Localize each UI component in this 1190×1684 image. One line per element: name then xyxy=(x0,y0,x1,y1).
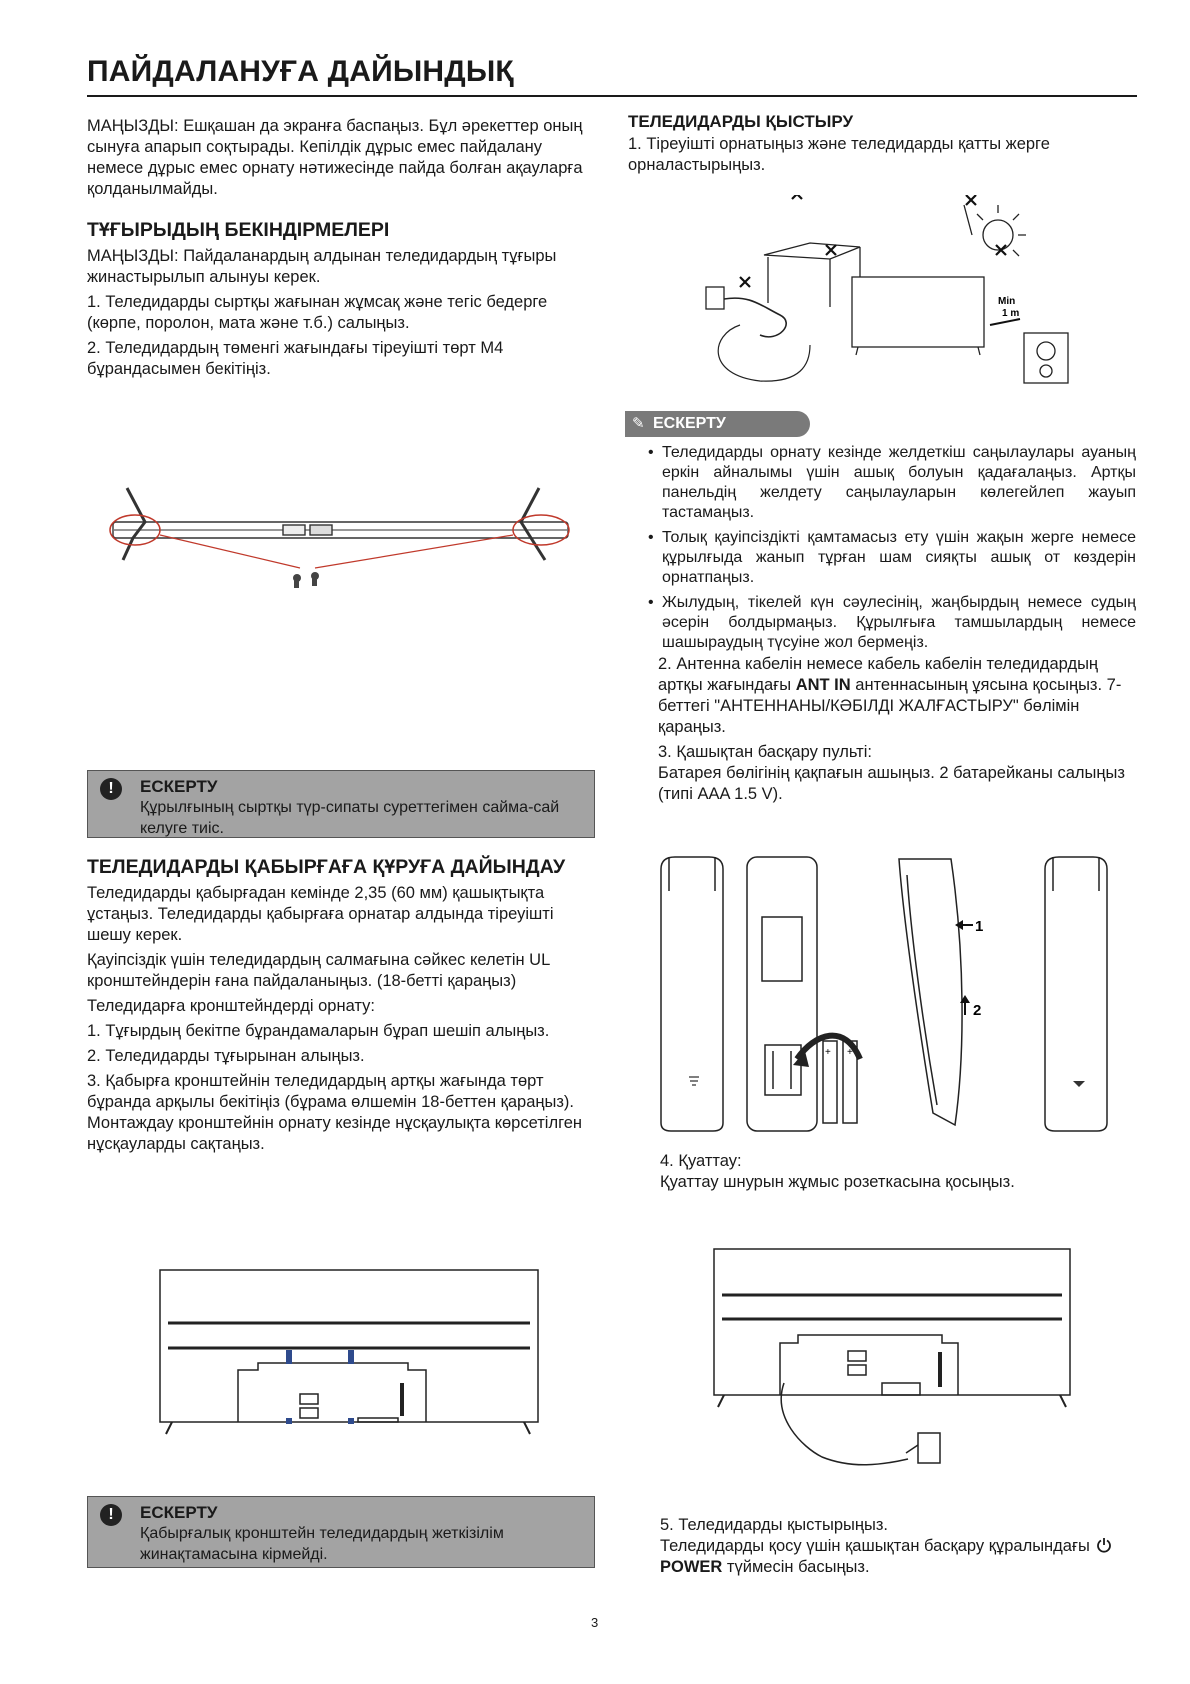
steps-antenna-remote xyxy=(658,654,1138,809)
step-4-heading: 4. Қуаттау: xyxy=(660,1152,742,1170)
step-3-text: Батарея бөлігінің қақпағын ашыңыз. 2 батарейканы салыңыз (типі AAA 1.5 V). xyxy=(658,764,1125,803)
wall-step-1: 1. Тұғырдың бекітпе бұрандамаларын бұрап шешіп алыңыз. xyxy=(87,1022,550,1040)
step-4-power xyxy=(660,1151,1130,1197)
step-3-heading: 3. Қашықтан басқару пульті: xyxy=(658,743,872,761)
stand-step-2: 2. Теледидардың төменгі жағындағы тіреуішті төрт M4 бұрандасымен бекітіңіз. xyxy=(87,339,504,378)
step-5-text: Теледидарды қосу үшін қашықтан басқару құралындағы POWER түймесін басыңыз. xyxy=(660,1536,1130,1578)
exclamation-icon: ! xyxy=(100,778,122,800)
note-bullet-open-flame: • Толық қауіпсіздікті қамтамасыз ету үшін жақын жерге немесе құрылғыда жанып тұрған шам сияқты ашық от көздерін орнатпаңыз. xyxy=(648,528,1136,588)
power-icon xyxy=(1096,1537,1112,1553)
connect-section xyxy=(628,111,1133,180)
intro-important: МАҢЫЗДЫ: Ешқашан да экранға баспаңыз. Бұл әрекеттер оның сынуға апарып соқтырады. Кепілдік дұрыс емес пайдалану немесе дұрыс емес орнату нәтижесінде пайда болған ақауларға қолданылмайды. xyxy=(87,117,583,198)
remote-cover-right xyxy=(1045,857,1107,1131)
title-rule xyxy=(87,95,1137,97)
distance-arrow xyxy=(990,319,1020,325)
note-pill xyxy=(625,411,810,437)
prohibited-x-icons xyxy=(740,195,1006,287)
step-2-antenna: 2. Антенна кабелін немесе кабель кабелін теледидардың артқы жағындағы ANT IN антеннасының ұясына қосыңыз. 7-беттегі "АНТЕННАНЫ/КӘБІЛДІ ЖАЛҒАСТЫРУ" бөлімін қараңыз. xyxy=(658,655,1122,736)
remote-body-open xyxy=(747,857,817,1131)
svg-text:+: + xyxy=(847,1047,853,1058)
stand-step-1: 1. Теледидарды сыртқы жағынан жұмсақ және тегіс бедерге (көрпе, поролон, мата және т.б.) салыңыз. xyxy=(87,293,548,332)
stand-heading: ТҰҒЫРЫДЫҢ БЕКІНДІРМЕЛЕРІ xyxy=(87,219,390,241)
power-keyword: POWER xyxy=(660,1558,723,1576)
note-bullet-ventilation: • Теледидарды орнату кезінде желдеткіш саңылаулары ауаның еркін айналымы үшін ашық болуын қадағалаңыз. Артқы панельдің желдету саңылауларын көлегейлеп жауып тастамаңыз. xyxy=(648,443,1136,523)
note-text: Құрылғының сыртқы түр-сипаты суреттегімен сайма-сай келуге тиіс. xyxy=(140,799,560,837)
wall-heading: ТЕЛЕДИДАРДЫ ҚАБЫРҒАҒА ҚҰРУҒА ДАЙЫНДАУ xyxy=(87,856,566,878)
left-top-text xyxy=(87,116,597,384)
note-bullet-water: • Жылудың, тікелей күн сәулесінің, жаңбырдың немесе судың әсерін болдырмаңыз. Құрылғыға тамшылардың немесе шашыраудың түсуіне жол бермеңіз. xyxy=(648,593,1136,653)
wall-paragraph-1: Теледидарды қабырғадан кемінде 2,35 (60 мм) қашықтықта ұстаңыз. Теледидарды қабырғаға орнатар алдында тіреуішті шешу керек. xyxy=(87,884,554,944)
ant-in-keyword: ANT IN xyxy=(795,676,851,694)
stand-screws-diagram xyxy=(105,480,575,600)
arrow-label-1: 1 xyxy=(975,918,984,935)
note-box-bracket xyxy=(87,1496,595,1568)
note-heading: ЕСКЕРТУ xyxy=(140,1503,218,1522)
tv-back-wall-mount-diagram xyxy=(158,1268,540,1438)
screws-icon xyxy=(293,572,319,588)
tv-placement-diagram xyxy=(700,195,1080,385)
wall-step-2: 2. Теледидарды тұғырынан алыңыз. xyxy=(87,1047,365,1065)
wall-paragraph-2: Қауіпсіздік үшін теледидардың салмағына сәйкес келетін UL кронштейндерін ғана пайдаланыңыз. (18-бетті қараңыз) xyxy=(87,951,550,990)
arrow-label-2: 2 xyxy=(973,1002,982,1019)
connect-step-1: 1. Тіреуішті орнатыңыз және теледидарды қатты жерге орналастырыңыз. xyxy=(628,135,1050,174)
wall-step-3: 3. Қабырға кронштейнін теледидардың артқы жағында төрт бұранда арқылы бекітіңіз (бұрама өлшемін 18-беттен қараңыз). Монтаждау кронштейнін орнату кезінде нұсқаулықта көрсетілген нұсқауларды сақтаңыз. xyxy=(87,1072,583,1153)
exclamation-icon: ! xyxy=(100,1504,122,1526)
step-5-turn-on xyxy=(660,1515,1130,1582)
remote-battery-diagram xyxy=(655,855,1125,1135)
step-5-heading: 5. Теледидарды қыстырыңыз. xyxy=(660,1516,888,1534)
paperclip-icon: ✎ xyxy=(632,415,645,432)
min-label: Min xyxy=(998,296,1016,307)
remote-cover-left xyxy=(661,857,723,1131)
note-box-appearance xyxy=(87,770,595,838)
page-number: 3 xyxy=(591,1615,599,1630)
svg-text:+: + xyxy=(825,1047,831,1058)
note-bullets xyxy=(648,443,1136,658)
note-text: Қабырғалық кронштейн теледидардың жеткізілім жинақтамасына кірмейді. xyxy=(140,1525,504,1563)
page-title: ПАЙДАЛАНУҒА ДАЙЫНДЫҚ xyxy=(87,55,514,88)
note-heading: ЕСКЕРТУ xyxy=(140,777,218,796)
tv-power-cord-diagram xyxy=(712,1247,1074,1472)
min-distance: 1 m xyxy=(1002,308,1020,319)
note-pill-label: ЕСКЕРТУ xyxy=(653,415,726,432)
wall-mount-section xyxy=(87,855,597,1159)
stand-important: МАҢЫЗДЫ: Пайдаланардың алдынан теледидардың тұғыры жинастырылып алынуы керек. xyxy=(87,247,557,286)
wall-paragraph-3: Теледидарға кронштейндерді орнату: xyxy=(87,997,375,1015)
step-4-text: Қуаттау шнурын жұмыс розеткасына қосыңыз. xyxy=(660,1173,1015,1191)
connect-heading: ТЕЛЕДИДАРДЫ ҚЫСТЫРУ xyxy=(628,112,854,131)
